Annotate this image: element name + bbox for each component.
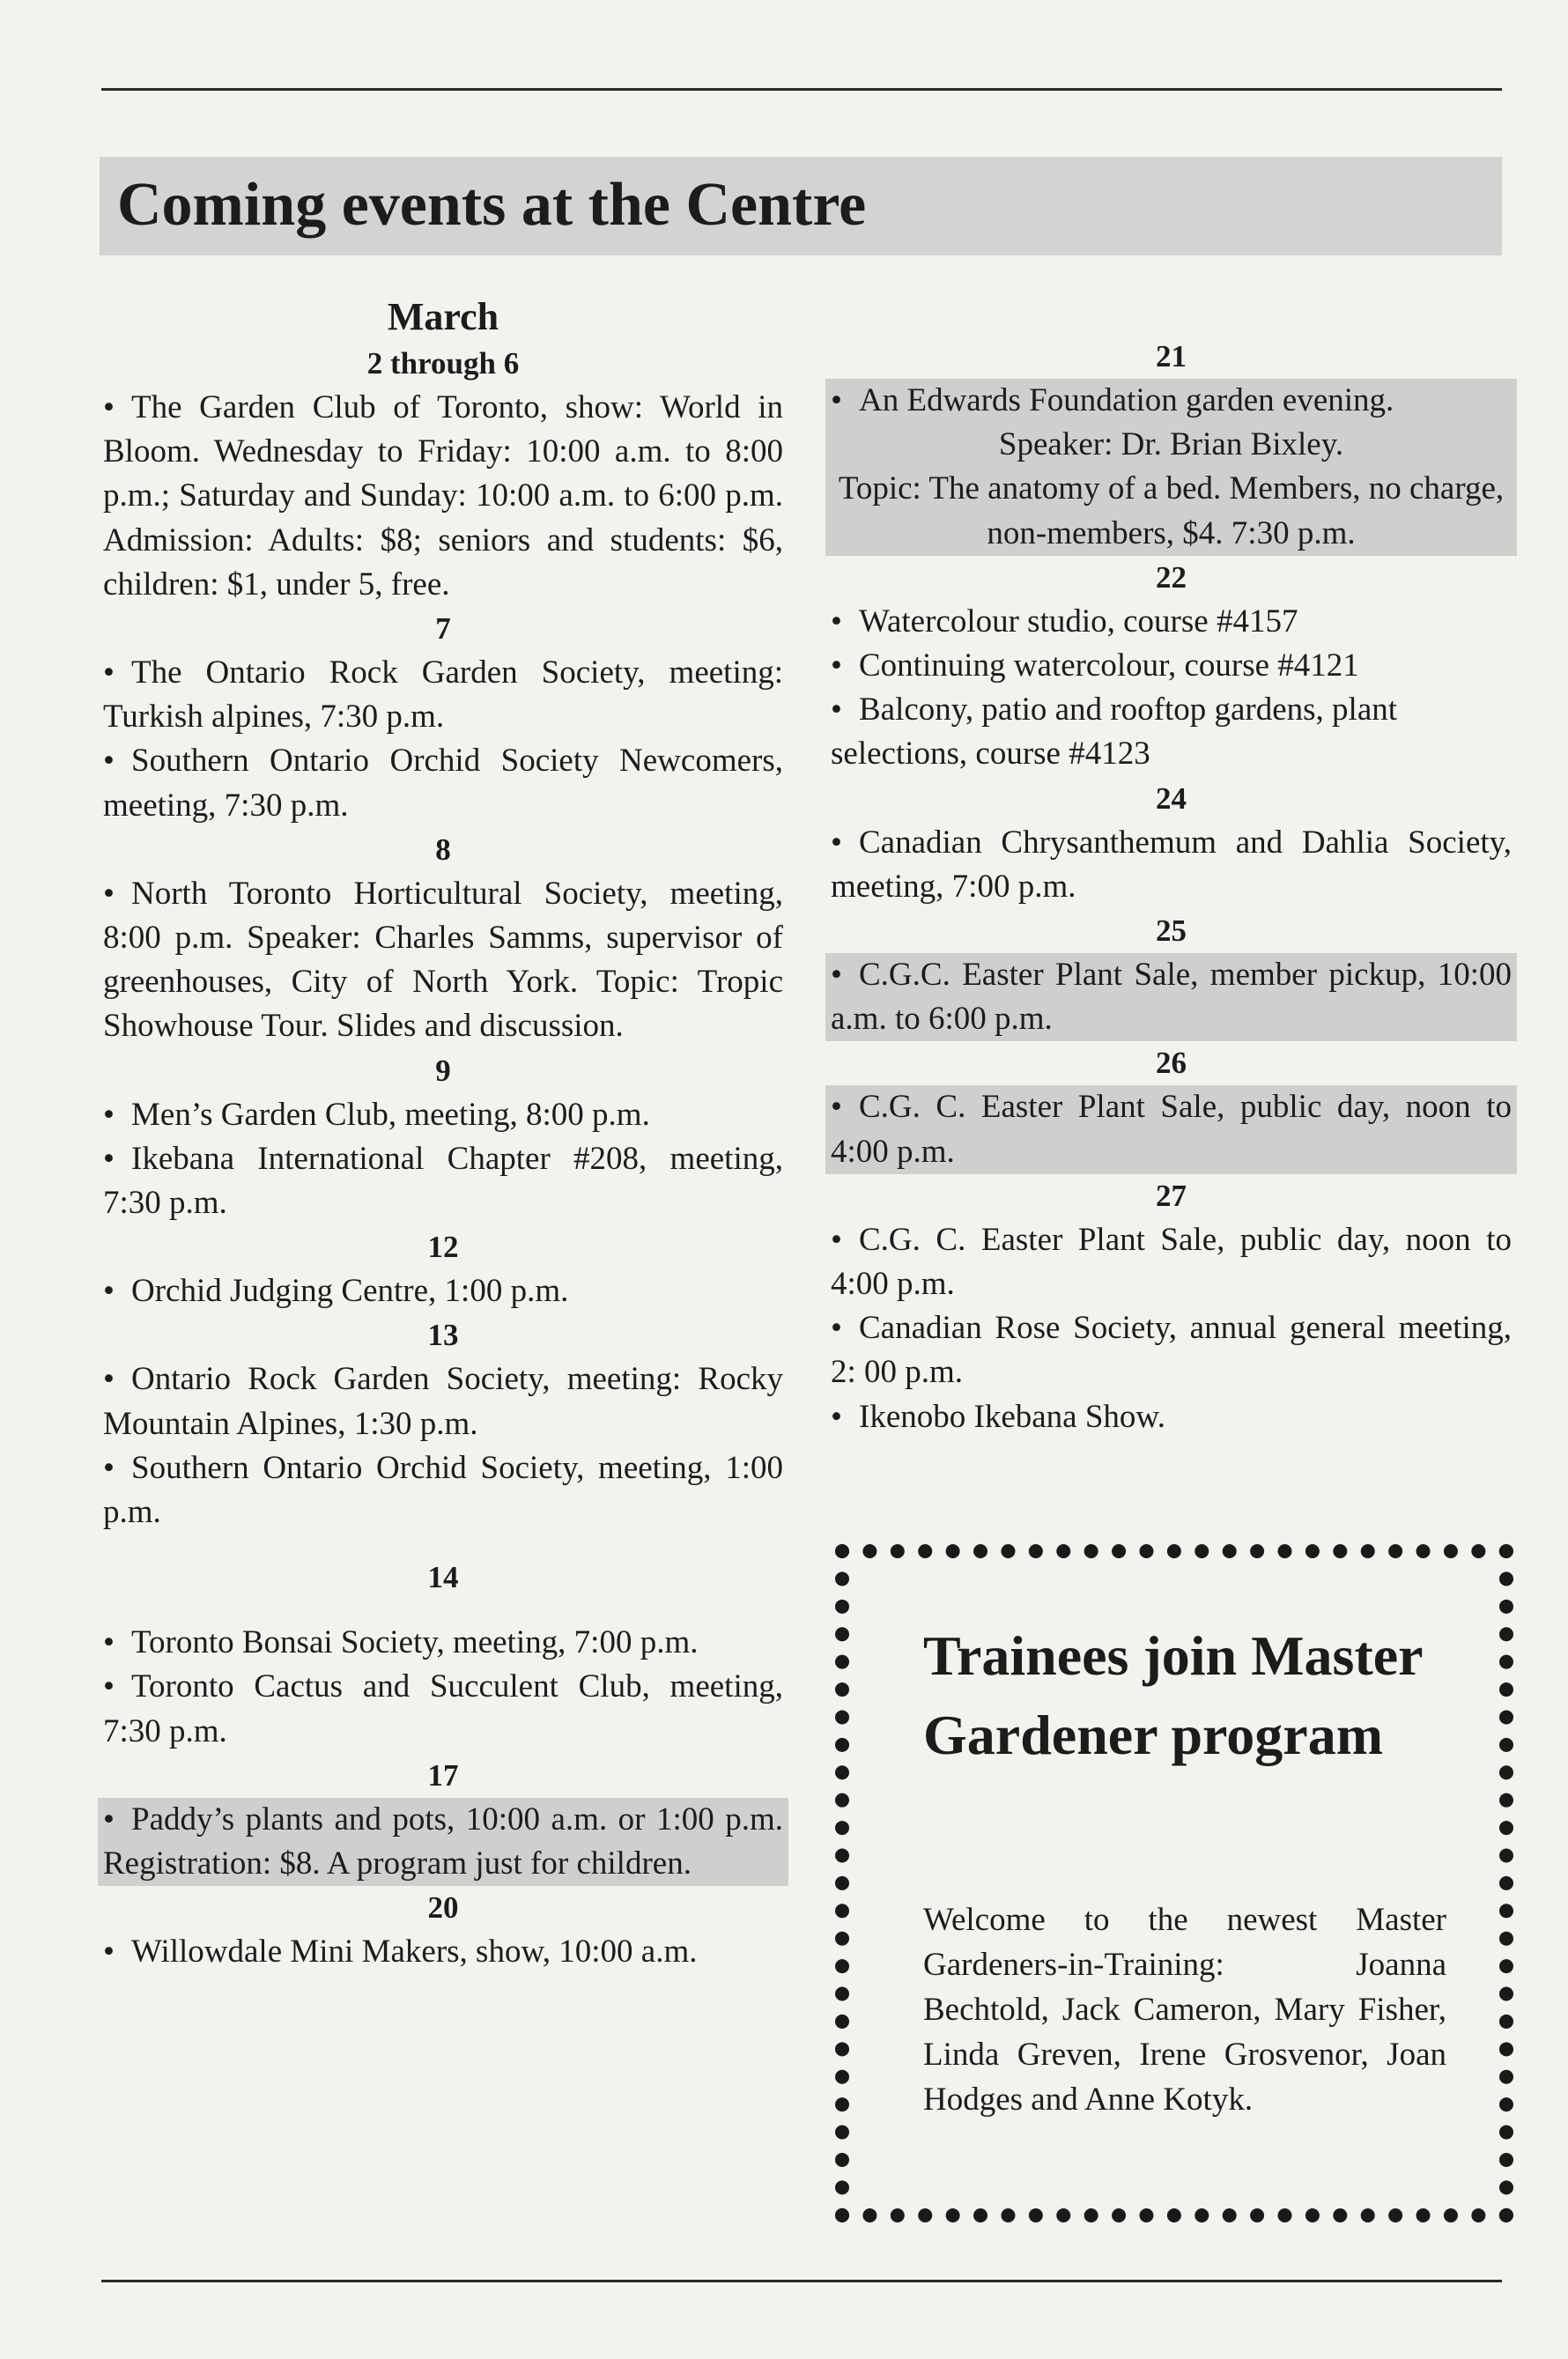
event-item: • Men’s Garden Club, meeting, 8:00 p.m. — [103, 1093, 783, 1137]
bullet-icon: • — [831, 1089, 842, 1126]
event-item: • Ontario Rock Garden Society, meeting: Rocky Mountain Alpines, 1:30 p.m. — [103, 1357, 783, 1446]
bullet-icon: • — [831, 382, 842, 418]
event-item: • Orchid Judging Centre, 1:00 p.m. — [103, 1269, 783, 1313]
bullet-icon: • — [103, 1934, 115, 1971]
bottom-rule — [101, 2280, 1502, 2282]
event-item: • Canadian Chrysanthemum and Dahlia Society, meeting, 7:00 p.m. — [831, 821, 1512, 909]
event-item: • C.G.C. Easter Plant Sale, member pickup, 10:00 a.m. to 6:00 p.m. — [831, 953, 1512, 1041]
day-heading: 24 — [1156, 780, 1187, 816]
bullet-icon: • — [103, 875, 115, 912]
event-item: • C.G. C. Easter Plant Sale, public day, noon to 4:00 p.m. — [831, 1218, 1512, 1306]
spacer — [103, 1534, 783, 1556]
day-heading: 12 — [427, 1230, 459, 1265]
day-heading: 14 — [427, 1560, 459, 1595]
day-heading: 2 through 6 — [366, 346, 520, 381]
bullet-icon: • — [103, 1449, 115, 1486]
bullet-icon: • — [103, 1140, 115, 1177]
page-title: Coming events at the Centre — [117, 171, 867, 239]
event-item: • North Toronto Horticultural Society, meeting, 8:00 p.m. Speaker: Charles Samms, supervisor of greenhouses, City of North York. Topic: Tropic Showhouse Tour. Slides and discussion. — [103, 872, 783, 1049]
bullet-icon: • — [103, 1361, 115, 1398]
event-item: • Toronto Cactus and Succulent Club, meeting, 7:30 p.m. — [103, 1665, 783, 1753]
shaded-event — [98, 1798, 788, 1886]
top-rule — [101, 88, 1502, 91]
spacer — [103, 1600, 783, 1621]
day-heading: 9 — [435, 1053, 451, 1088]
event-item: • Ikenobo Ikebana Show. — [831, 1395, 1512, 1439]
day-heading: 8 — [435, 832, 451, 867]
left-column — [103, 292, 783, 1974]
bullet-icon: • — [103, 743, 115, 780]
shaded-event — [825, 1085, 1517, 1173]
bullet-icon: • — [831, 1310, 842, 1347]
box-heading: Trainees join Master Gardener program — [923, 1624, 1423, 1766]
event-speaker: Speaker: Dr. Brian Bixley. — [998, 426, 1344, 463]
master-gardener-box — [835, 1544, 1513, 2222]
box-body: Welcome to the newest Master Gardeners-in-Training: Joanna Bechtold, Jack Cameron, Mary Fisher, Linda Greven, Irene Grosvenor, Joan Hodges and Anne Kotyk. — [923, 1902, 1446, 2118]
bullet-icon: • — [831, 647, 842, 684]
bullet-icon: • — [103, 1096, 115, 1133]
bullet-icon: • — [831, 1221, 842, 1258]
month-heading: March — [387, 295, 499, 338]
event-item: • C.G. C. Easter Plant Sale, public day, noon to 4:00 p.m. — [831, 1085, 1512, 1173]
event-topic: Topic: The anatomy of a bed. Members, no charge, non-members, $4. 7:30 p.m. — [838, 470, 1505, 551]
bullet-icon: • — [831, 824, 842, 861]
bullet-icon: • — [831, 603, 842, 640]
shaded-event — [825, 953, 1517, 1041]
day-heading: 21 — [1156, 339, 1187, 373]
event-item: • An Edwards Foundation garden evening. — [831, 379, 1512, 423]
bullet-icon: • — [103, 1273, 115, 1310]
day-heading: 17 — [427, 1757, 459, 1793]
bullet-icon: • — [831, 1398, 842, 1435]
bullet-icon: • — [831, 957, 842, 994]
bullet-icon: • — [103, 654, 115, 691]
event-item: • Southern Ontario Orchid Society Newcomers, meeting, 7:30 p.m. — [103, 739, 783, 827]
event-item: • The Garden Club of Toronto, show: World in Bloom. Wednesday to Friday: 10:00 a.m. to 8:00 p.m.; Saturday and Sunday: 10:00 a.m. to 6:00 p.m. Admission: Adults: $8; seniors and students: $6, children: $1, under 5, free. — [103, 386, 783, 607]
event-item: • Southern Ontario Orchid Society, meeting, 1:00 p.m. — [103, 1446, 783, 1534]
day-heading: 13 — [427, 1318, 459, 1353]
event-item: • Ikebana International Chapter #208, meeting, 7:30 p.m. — [103, 1137, 783, 1225]
day-heading: 20 — [427, 1890, 459, 1926]
day-heading: 26 — [1156, 1046, 1187, 1081]
bullet-icon: • — [103, 1668, 115, 1705]
event-item: • Balcony, patio and rooftop gardens, plant selections, course #4123 — [831, 688, 1512, 776]
bullet-icon: • — [103, 389, 115, 425]
day-heading: 22 — [1156, 559, 1187, 595]
event-item: • Continuing watercolour, course #4121 — [831, 644, 1512, 688]
day-heading: 27 — [1156, 1178, 1187, 1213]
event-item: • Willowdale Mini Makers, show, 10:00 a.m. — [103, 1930, 783, 1974]
day-heading: 25 — [1156, 913, 1187, 949]
day-heading: 7 — [435, 611, 451, 647]
event-item: • Canadian Rose Society, annual general meeting, 2: 00 p.m. — [831, 1306, 1512, 1394]
shaded-event — [825, 379, 1517, 556]
event-item: • The Ontario Rock Garden Society, meeting: Turkish alpines, 7:30 p.m. — [103, 651, 783, 739]
bullet-icon: • — [103, 1624, 115, 1661]
right-column — [831, 335, 1512, 1439]
event-item: • Paddy’s plants and pots, 10:00 a.m. or 1:00 p.m. Registration: $8. A program just for children. — [103, 1798, 783, 1886]
bullet-icon: • — [103, 1801, 115, 1838]
event-item: • Watercolour studio, course #4157 — [831, 600, 1512, 644]
event-item: • Toronto Bonsai Society, meeting, 7:00 p.m. — [103, 1621, 783, 1665]
bullet-icon: • — [831, 691, 842, 728]
